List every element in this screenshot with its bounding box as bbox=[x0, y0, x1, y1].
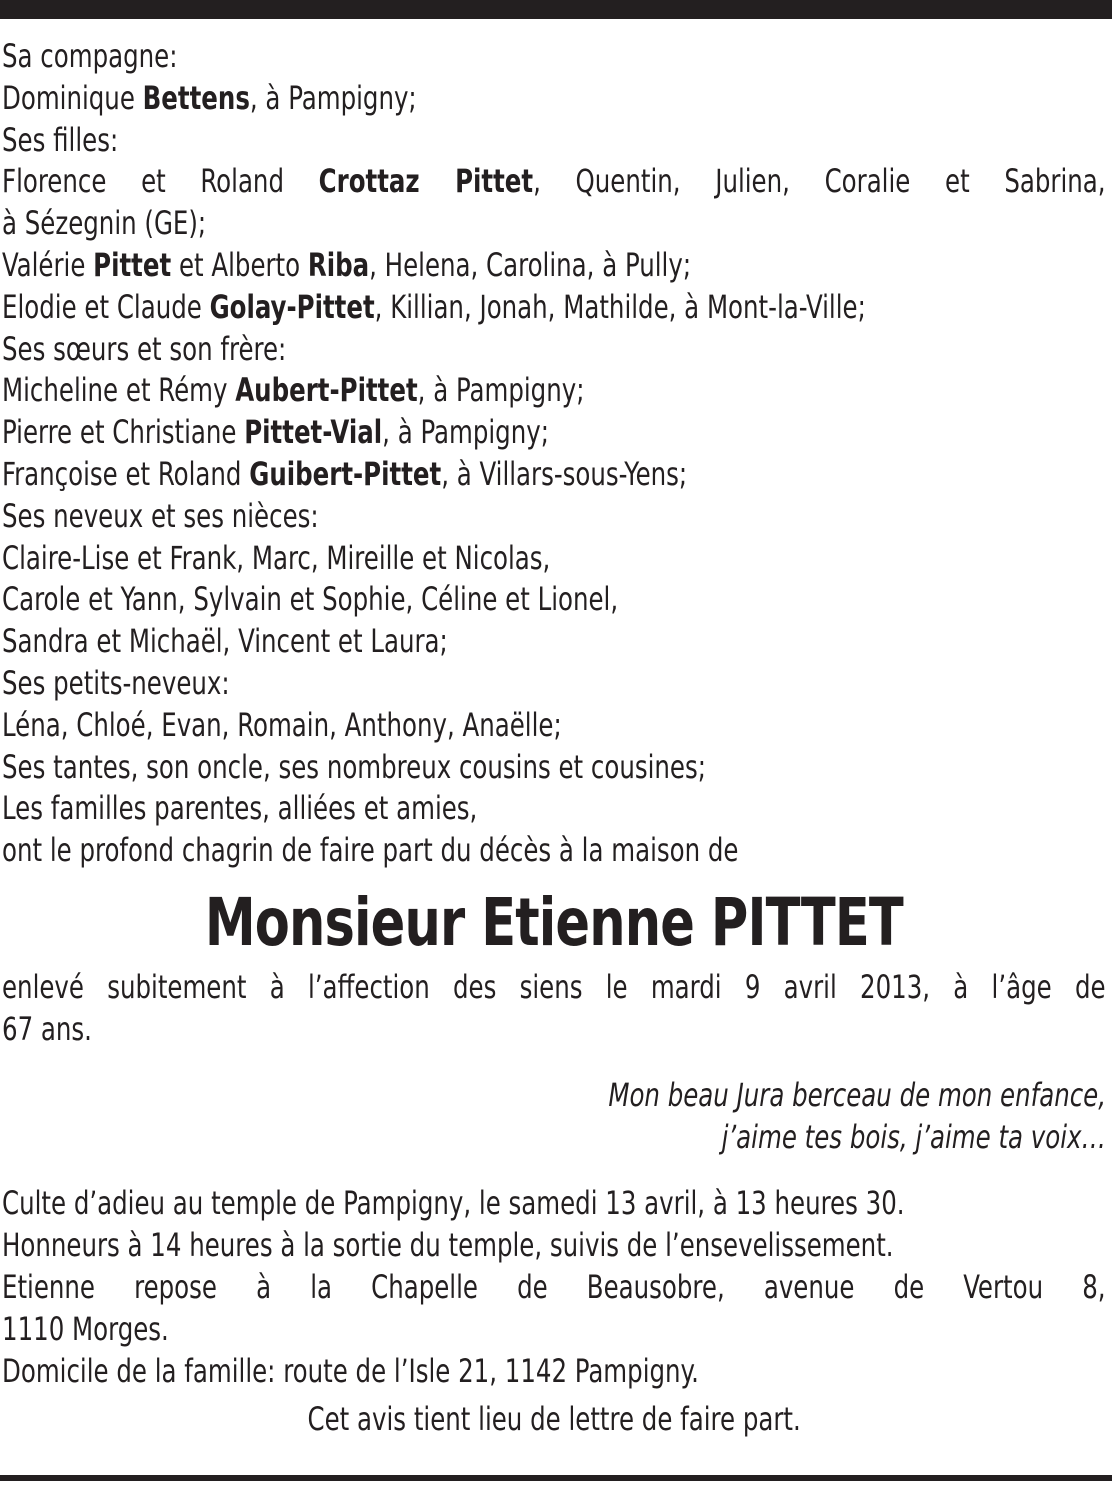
text-line: enlevé subitement à l’affection des siens le mardi 9 avril 2013, à l’âge de bbox=[2, 967, 1106, 1006]
family-surname: Crottaz Pittet bbox=[318, 162, 534, 201]
family-text: et Alberto bbox=[171, 245, 308, 284]
verse bbox=[2, 1074, 1106, 1158]
family-text: Claire-Lise et Frank, Marc, Mireille et Nicolas, bbox=[2, 538, 551, 577]
family-surname: Pittet bbox=[93, 245, 172, 284]
family-text: , Quentin, Julien, Coralie et Sabrina, bbox=[533, 162, 1106, 201]
family-line bbox=[2, 78, 1106, 120]
family-text: Léna, Chloé, Evan, Romain, Anthony, Anaëlle; bbox=[2, 705, 562, 744]
family-line bbox=[2, 496, 1106, 538]
family-surname: Golay-Pittet bbox=[209, 287, 375, 326]
family-line bbox=[2, 705, 1106, 747]
family-text: Ses tantes, son oncle, ses nombreux cousins et cousines; bbox=[2, 747, 706, 786]
bottom-rule bbox=[0, 1475, 1112, 1481]
deceased-name bbox=[2, 880, 1106, 966]
family-text: Valérie bbox=[2, 245, 94, 284]
family-text: , à Pampigny; bbox=[382, 413, 549, 452]
family-text: , à Pampigny; bbox=[417, 371, 585, 410]
text-line: 1110 Morges. bbox=[2, 1309, 169, 1348]
family-line bbox=[2, 538, 1106, 580]
family-line bbox=[2, 36, 1106, 78]
family-text: Ses filles: bbox=[2, 120, 119, 159]
family-line bbox=[2, 287, 1106, 329]
family-text: , à Pampigny; bbox=[249, 78, 417, 117]
service-info bbox=[2, 1182, 1106, 1392]
family-surname: Bettens bbox=[142, 78, 250, 117]
family-text: Elodie et Claude bbox=[2, 287, 210, 326]
family-text: Françoise et Roland bbox=[2, 454, 250, 493]
family-line bbox=[2, 120, 1106, 162]
family-text: Ses neveux et ses nièces: bbox=[2, 496, 319, 535]
verse-line: Mon beau Jura berceau de mon enfance, bbox=[608, 1075, 1106, 1114]
family-text: à Sézegnin (GE); bbox=[2, 204, 207, 243]
family-text: Les familles parentes, alliées et amies, bbox=[2, 789, 478, 828]
family-line bbox=[2, 579, 1106, 621]
family-text: Micheline et Rémy bbox=[2, 371, 236, 410]
notice-text bbox=[2, 36, 1106, 1440]
closing-note bbox=[2, 1398, 1106, 1440]
verse-line: j’aime tes bois, j’aime ta voix… bbox=[721, 1117, 1106, 1156]
family-text: ont le profond chagrin de faire part du décès à la maison de bbox=[2, 831, 739, 870]
family-text: Ses sœurs et son frère: bbox=[2, 329, 287, 368]
family-text: Sandra et Michaël, Vincent et Laura; bbox=[2, 622, 448, 661]
family-line bbox=[2, 454, 1106, 496]
family-line bbox=[2, 830, 1106, 872]
family-line bbox=[2, 788, 1106, 830]
text-line: 67 ans. bbox=[2, 1009, 92, 1048]
family-surname: Guibert-Pittet bbox=[249, 454, 442, 493]
family-text: Dominique bbox=[2, 78, 143, 117]
family-line bbox=[2, 621, 1106, 663]
family-text: , Killian, Jonah, Mathilde, à Mont-la-Ville; bbox=[374, 287, 866, 326]
family-surname: Pittet-Vial bbox=[244, 413, 383, 452]
family-line bbox=[2, 747, 1106, 789]
family-surname: Riba bbox=[307, 245, 370, 284]
family-line bbox=[2, 203, 1106, 245]
text-line: Etienne repose à la Chapelle de Beausobre, avenue de Vertou 8, bbox=[2, 1267, 1106, 1306]
family-line bbox=[2, 245, 1106, 287]
family-line bbox=[2, 412, 1106, 454]
death-notice bbox=[2, 966, 1106, 1050]
family-line bbox=[2, 329, 1106, 371]
family-text: Sa compagne: bbox=[2, 37, 178, 75]
family-line bbox=[2, 161, 1106, 203]
family-text: , Helena, Carolina, à Pully; bbox=[369, 245, 692, 284]
family-text: Florence et Roland bbox=[2, 162, 319, 201]
family-surname: Aubert-Pittet bbox=[235, 371, 418, 410]
deceased-name-text: Monsieur Etienne PITTET bbox=[204, 883, 904, 961]
family-list bbox=[2, 36, 1106, 872]
family-line bbox=[2, 663, 1106, 705]
text-line: Honneurs à 14 heures à la sortie du temple, suivis de l’ensevelissement. bbox=[2, 1225, 894, 1264]
family-text: Pierre et Christiane bbox=[2, 413, 245, 452]
family-text: , à Villars-sous-Yens; bbox=[441, 454, 688, 493]
family-text: Carole et Yann, Sylvain et Sophie, Céline et Lionel, bbox=[2, 580, 619, 619]
family-line bbox=[2, 370, 1106, 412]
text-line: Domicile de la famille: route de l’Isle 21, 1142 Pampigny. bbox=[2, 1351, 699, 1390]
family-text: Ses petits-neveux: bbox=[2, 663, 230, 702]
text-line: Culte d’adieu au temple de Pampigny, le samedi 13 avril, à 13 heures 30. bbox=[2, 1183, 905, 1222]
top-rule bbox=[0, 0, 1112, 19]
closing-text: Cet avis tient lieu de lettre de faire part. bbox=[307, 1399, 801, 1438]
